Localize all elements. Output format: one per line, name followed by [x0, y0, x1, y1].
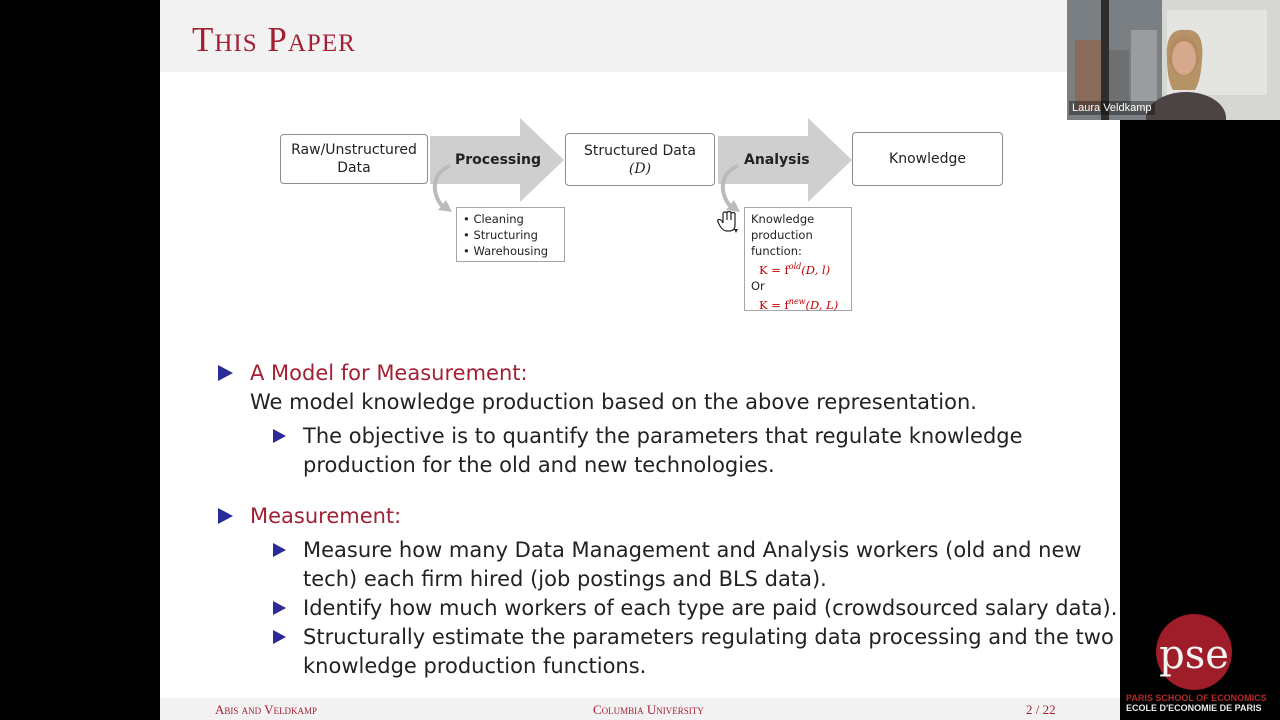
note-structuring: • Structuring [463, 228, 538, 242]
bullet-marker-1 [218, 365, 233, 381]
formula-old [751, 259, 845, 278]
bullet-marker-2 [218, 508, 233, 524]
pse-name-line2: ECOLE D'ECONOMIE DE PARIS [1126, 703, 1262, 713]
webcam-thumbnail[interactable] [1067, 0, 1280, 120]
sub-bullet-2-1-line2: tech) each firm hired (job postings and BLS data). [303, 567, 827, 591]
sub-bullet-marker-2-2 [273, 601, 286, 615]
formula-old-suffix: (D, l) [801, 262, 831, 277]
participant-name-label: Laura Veldkamp [1069, 101, 1155, 115]
footer-institution: Columbia University [593, 702, 704, 717]
slide-footer [160, 698, 1120, 720]
note-cleaning: • Cleaning [463, 212, 524, 226]
processing-notes-box [456, 207, 565, 262]
formula-new-prefix: K = f [759, 297, 789, 312]
slide-header [160, 0, 1120, 72]
sub-bullet-marker-2-3 [273, 630, 286, 644]
raw-data-label: Raw/Unstructured Data [291, 142, 417, 176]
structured-data-symbol: (D) [628, 160, 652, 177]
sub-bullet-1-1-line2: production for the old and new technologies. [303, 453, 775, 477]
analysis-notes-box [744, 207, 852, 311]
note-or: Or [751, 278, 765, 293]
formula-new [751, 294, 845, 313]
analysis-curve-arrow [716, 160, 746, 216]
note-production: production [751, 228, 813, 242]
sub-bullet-2-2-line1: Identify how much workers of each type are paid (crowdsourced salary data). [303, 596, 1118, 620]
structured-data-label: Structured Data [584, 142, 696, 159]
bullet-2-heading: Measurement: [250, 504, 402, 528]
knowledge-box [852, 132, 1003, 186]
sub-bullet-2-3-line2: knowledge production functions. [303, 654, 647, 678]
note-function: function: [751, 244, 802, 258]
analysis-label: Analysis [744, 152, 810, 168]
sub-bullet-2-3-line1: Structurally estimate the parameters regulating data processing and the two [303, 625, 1114, 649]
processing-label: Processing [455, 152, 542, 168]
bullet-1-text: We model knowledge production based on the above representation. [250, 390, 977, 414]
pse-logo-text: pse [1159, 632, 1229, 678]
formula-new-sup: new [788, 296, 806, 306]
footer-page-number: 2 / 22 [1026, 702, 1056, 717]
hand-cursor-icon [717, 211, 739, 235]
raw-data-box [280, 134, 428, 184]
note-warehousing: • Warehousing [463, 244, 549, 258]
processing-curve-arrow [428, 160, 458, 216]
footer-authors: Abis and Veldkamp [215, 702, 318, 717]
formula-new-suffix: (D, L) [805, 297, 839, 312]
note-knowledge: Knowledge [751, 212, 815, 226]
bullet-1-heading: A Model for Measurement: [250, 361, 528, 385]
slide-title: This Paper [192, 20, 356, 59]
structured-data-box [565, 133, 715, 186]
formula-old-sup: old [788, 262, 802, 271]
sub-bullet-marker-1-1 [273, 429, 286, 443]
sub-bullet-marker-2-1 [273, 543, 286, 557]
knowledge-label: Knowledge [889, 151, 966, 167]
sub-bullet-1-1-line1: The objective is to quantify the parameters that regulate knowledge [303, 424, 1023, 448]
sub-bullet-2-1-line1: Measure how many Data Management and Analysis workers (old and new [303, 538, 1082, 562]
pse-name-line1: PARIS SCHOOL OF ECONOMICS [1126, 693, 1267, 703]
presentation-slide [160, 0, 1120, 720]
formula-old-prefix: K = f [759, 262, 789, 277]
